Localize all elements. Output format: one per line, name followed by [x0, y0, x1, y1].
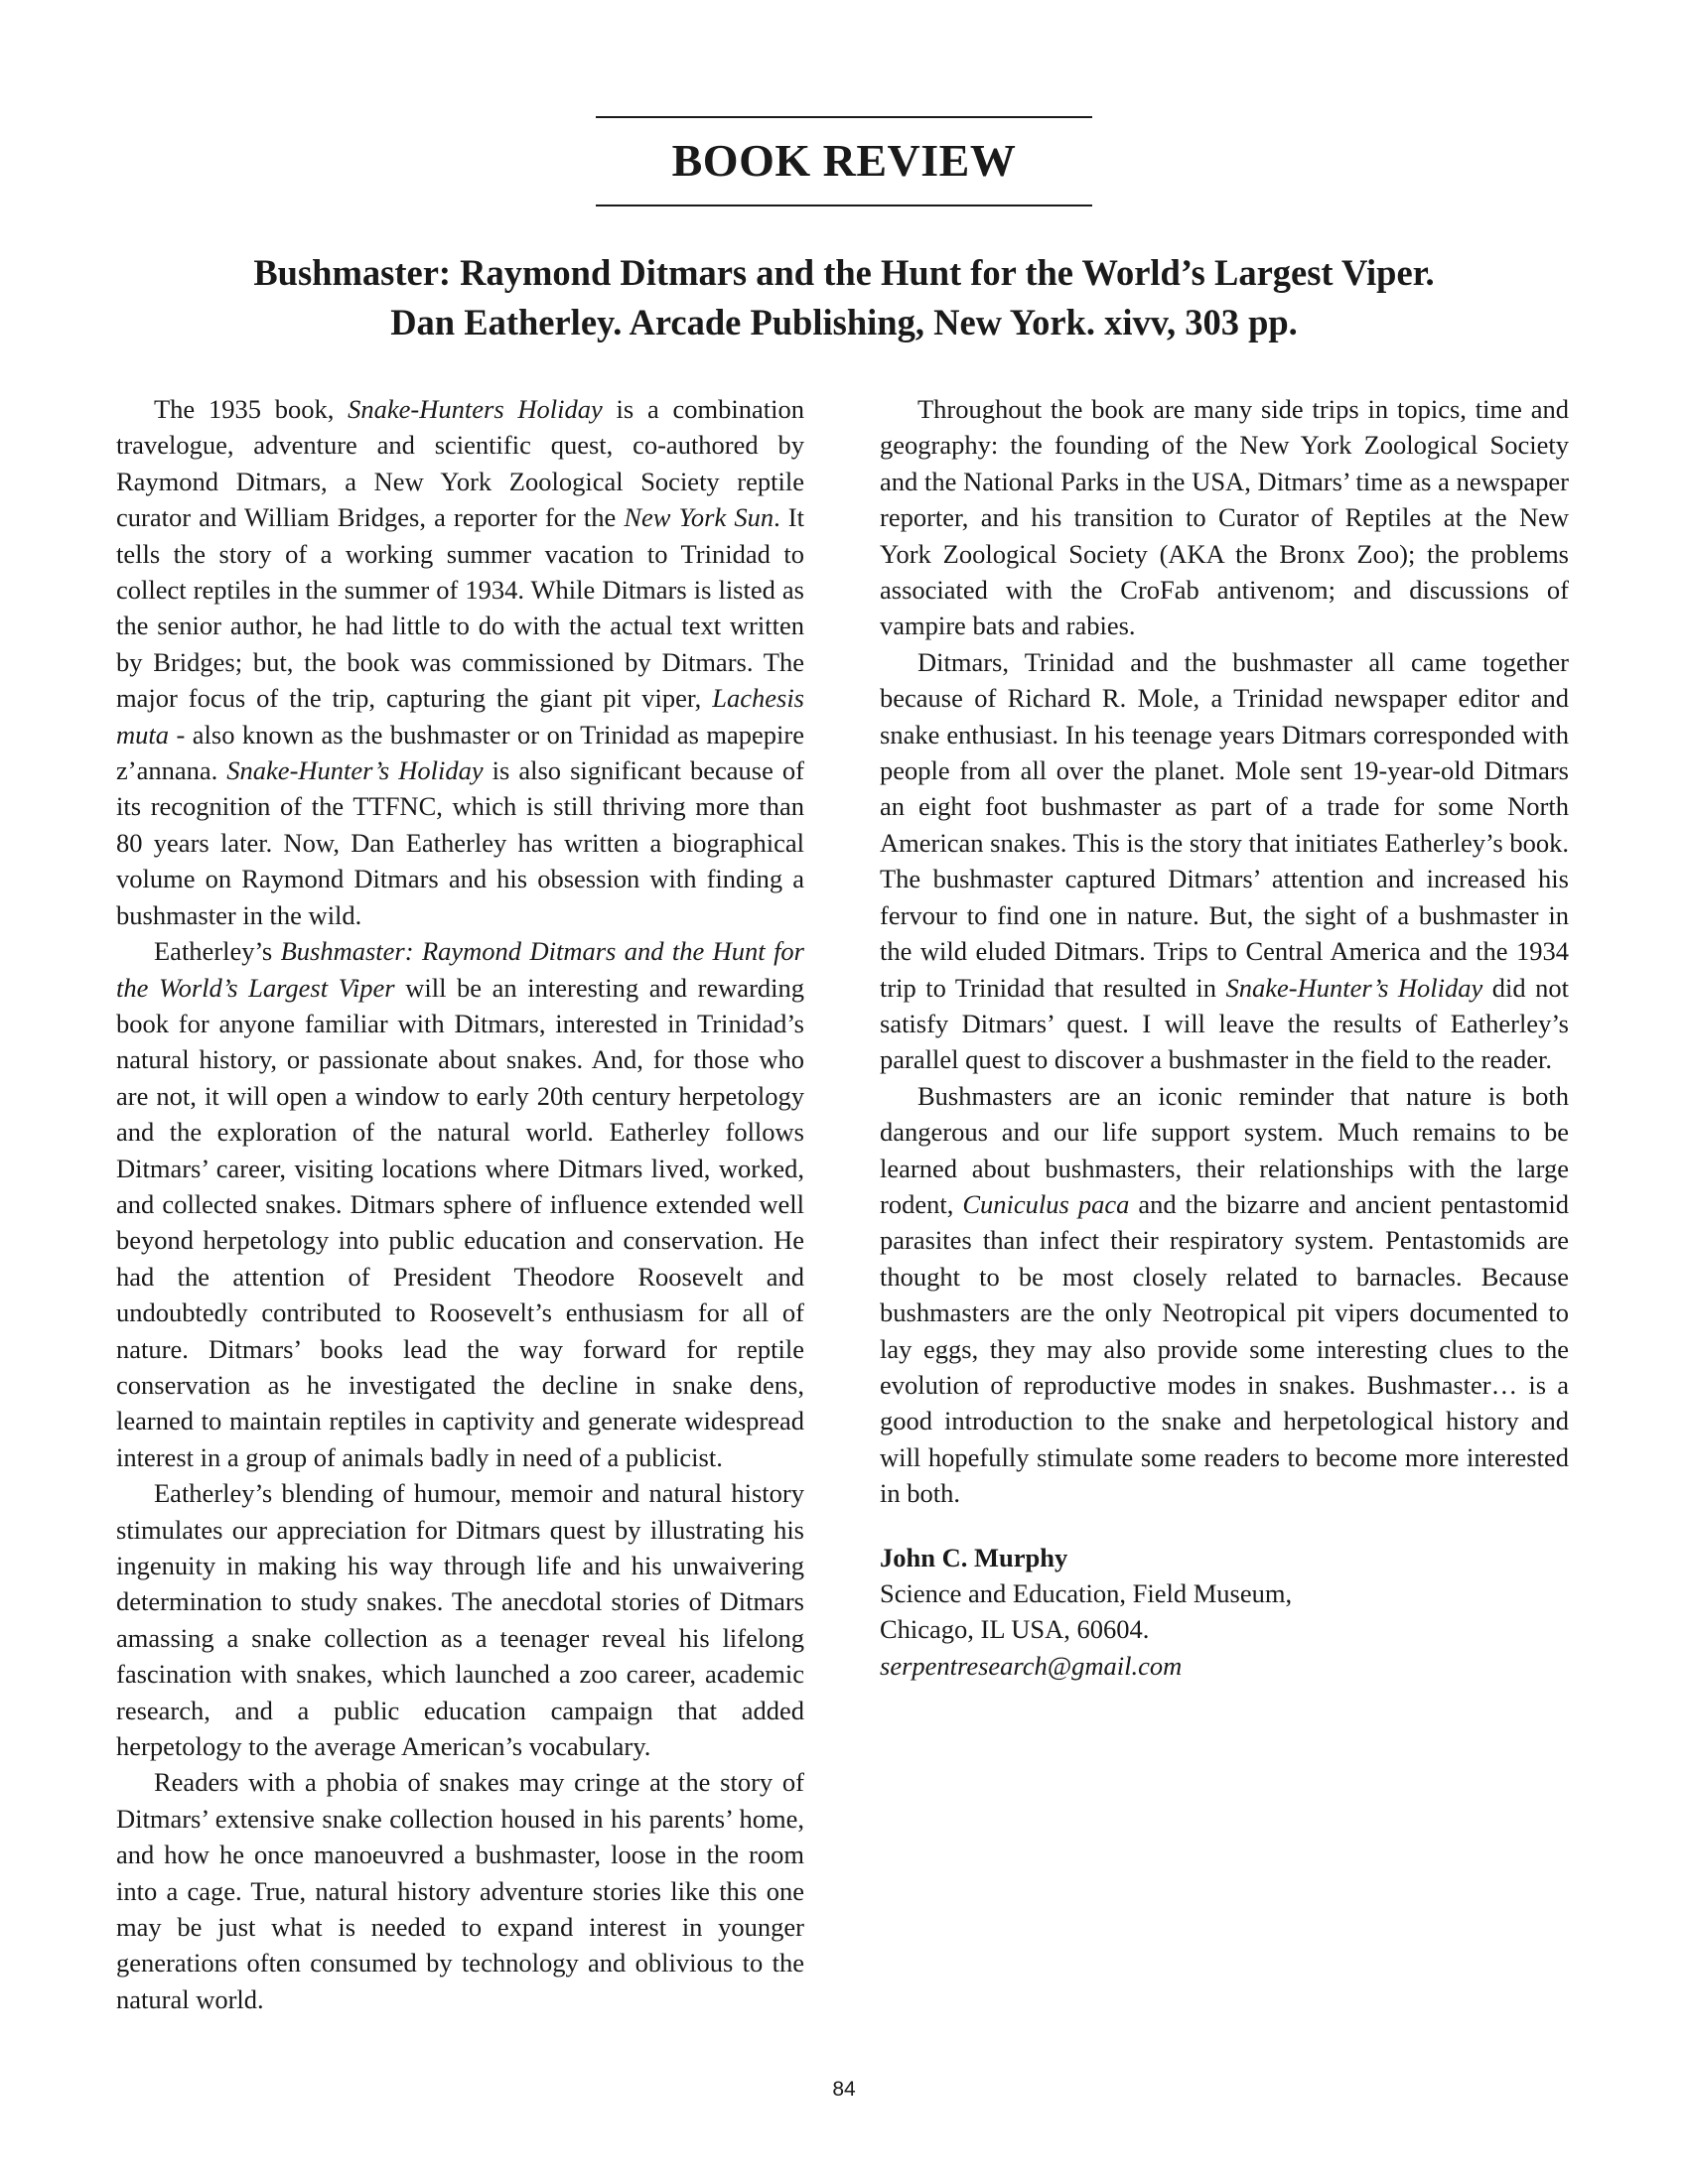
author-email: serpentresearch@gmail.com: [880, 1650, 1183, 1681]
page-number: 84: [832, 2078, 856, 2101]
text-run: Bushmasters are an iconic reminder that nature is both dangerous and our life support system. Much remains to be learned about bushmasters, their relationships with the large rodent,: [880, 1080, 1569, 1219]
paragraph-7: [880, 1078, 1569, 1512]
review-title: [60, 248, 1628, 347]
author-block: [880, 1540, 1569, 1685]
author-name: John C. Murphy: [880, 1542, 1068, 1572]
text-run: - also known as the bushmaster or on Trinidad as mapepire z’annana.: [116, 719, 804, 786]
paragraph-5: [880, 391, 1569, 644]
text-run: . It tells the story of a working summer vacation to Trinidad to collect reptiles in the summer of 1934. While Ditmars is listed as the senior author, he had little to do with the actual text written by Bridges; but, the book was commissioned by Ditmars. The major focus of the trip, capturing the giant pit viper,: [116, 502, 804, 714]
text-run: will be an interesting and rewarding book for anyone familiar with Ditmars, interested in Trinidad’s natural history, or passionate about snakes. And, for those who are not, it will open a window to early 20th century herpetology and the exploration of the natural world. Eatherley follows Ditmars’ career, visiting locations where Ditmars lived, worked, and collected snakes. Ditmars sphere of influence extended well beyond herpetology into public education and conservation. He had the attention of President Theodore Roosevelt and undoubtedly contributed to Roosevelt’s enthusiasm for all of nature. Ditmars’ books lead the way forward for reptile conservation as he investigated the decline in snake dens, learned to maintain reptiles in captivity and generate widespread interest in a group of animals badly in need of a publicist.: [116, 972, 805, 1472]
text-run: did not satisfy Ditmars’ quest. I will leave the results of Eatherley’s parallel quest to discover a bushmaster in the field to the reader.: [880, 972, 1569, 1075]
paragraph-2: [116, 933, 804, 1475]
text-run: is also significant because of its recognition of the TTFNC, which is still thriving more than 80 years later. Now, Dan Eatherley has written a biographical volume on Raymond Ditmars and his obsession with finding a bushmaster in the wild.: [116, 755, 804, 930]
text-run: and the bizarre and ancient pentastomid parasites than infect their respiratory system. Pentastomids are thought to be most closely related to barnacles. Because bushmasters are the only Neotropical pit vipers documented to lay eggs, they may also provide some interesting clues to the evolution of reproductive modes in snakes. Bushmaster… is a good introduction to the snake and herpetological history and will hopefully stimulate some readers to become more interested in both.: [880, 1188, 1569, 1509]
heading-rule-top: [596, 116, 1092, 118]
text-run: Throughout the book are many side trips in topics, time and geography: the founding of the New York Zoological Society and the National Parks in the USA, Ditmars’ time as a newspaper reporter, and his transition to Curator of Reptiles at the New York Zoological Society (AKA the Bronx Zoo); the problems associated with the CroFab antivenom; and discussions of vampire bats and rabies.: [880, 394, 1569, 641]
text-run: The 1935 book,: [154, 394, 349, 424]
paragraph-1: [116, 391, 804, 933]
text-run: Eatherley’s blending of humour, memoir and natural history stimulates our appreciation for Ditmars quest by illustrating his ingenuity in making his way through life and his unwaivering determination to study snakes. The anecdotal stories of Ditmars amassing a snake collection as a teenager reveal his lifelong fascination with snakes, which launched a zoo career, academic research, and a public education campaign that added herpetology to the average American’s vocabulary.: [116, 1478, 804, 1762]
paragraph-4: [116, 1764, 804, 2017]
left-column: [116, 391, 804, 2017]
section-heading: BOOK REVIEW: [671, 135, 1017, 186]
text-run: Ditmars, Trinidad and the bushmaster all came together because of Richard R. Mole, a Trinidad newspaper editor and snake enthusiast. In his teenage years Ditmars corresponded with people from all over the planet. Mole sent 19-year-old Ditmars an eight foot bushmaster as part of a trade for some North American snakes. This is the story that initiates Eatherley’s book. The bushmaster captured Ditmars’ attention and increased his fervour to find one in nature. But, the sight of a bushmaster in the wild eluded Ditmars. Trips to Central America and the 1934 trip to Trinidad that resulted in: [880, 646, 1569, 1003]
italic-run: Cuniculus paca: [962, 1188, 1130, 1219]
paragraph-6: [880, 644, 1569, 1078]
italic-run: Snake-Hunter’s Holiday: [1225, 972, 1483, 1003]
review-title-line1: Bushmaster: Raymond Ditmars and the Hunt for the World’s Largest Viper.: [253, 252, 1435, 293]
text-run: is a combination travelogue, adventure and scientific quest, co-authored by Raymond Ditmars, a New York Zoological Society reptile curator and William Bridges, a reporter for the: [116, 394, 804, 533]
italic-run: Snake-Hunter’s Holiday: [226, 755, 484, 786]
heading-rule-bottom: [596, 205, 1092, 206]
right-column: [880, 391, 1569, 1684]
italic-run: Lachesis muta: [116, 683, 804, 750]
author-affiliation: Science and Education, Field Museum,: [880, 1578, 1293, 1608]
italic-run: Snake-Hunters Holiday: [348, 394, 603, 424]
italic-run: New York Sun: [624, 502, 774, 533]
text-run: Readers with a phobia of snakes may cringe at the story of Ditmars’ extensive snake collection housed in his parents’ home, and how he once manoeuvred a bushmaster, loose in the room into a cage. True, natural history adventure stories like this one may be just what is needed to expand interest in younger generations often consumed by technology and oblivious to the natural world.: [116, 1767, 804, 2014]
paragraph-3: [116, 1475, 804, 1764]
author-address: Chicago, IL USA, 60604.: [880, 1614, 1150, 1645]
italic-run: Bushmaster: Raymond Ditmars and the Hunt for the World’s Largest Viper: [116, 936, 804, 1003]
text-run: Eatherley’s: [154, 936, 281, 967]
review-title-line2: Dan Eatherley. Arcade Publishing, New York. xivv, 303 pp.: [390, 302, 1298, 342]
